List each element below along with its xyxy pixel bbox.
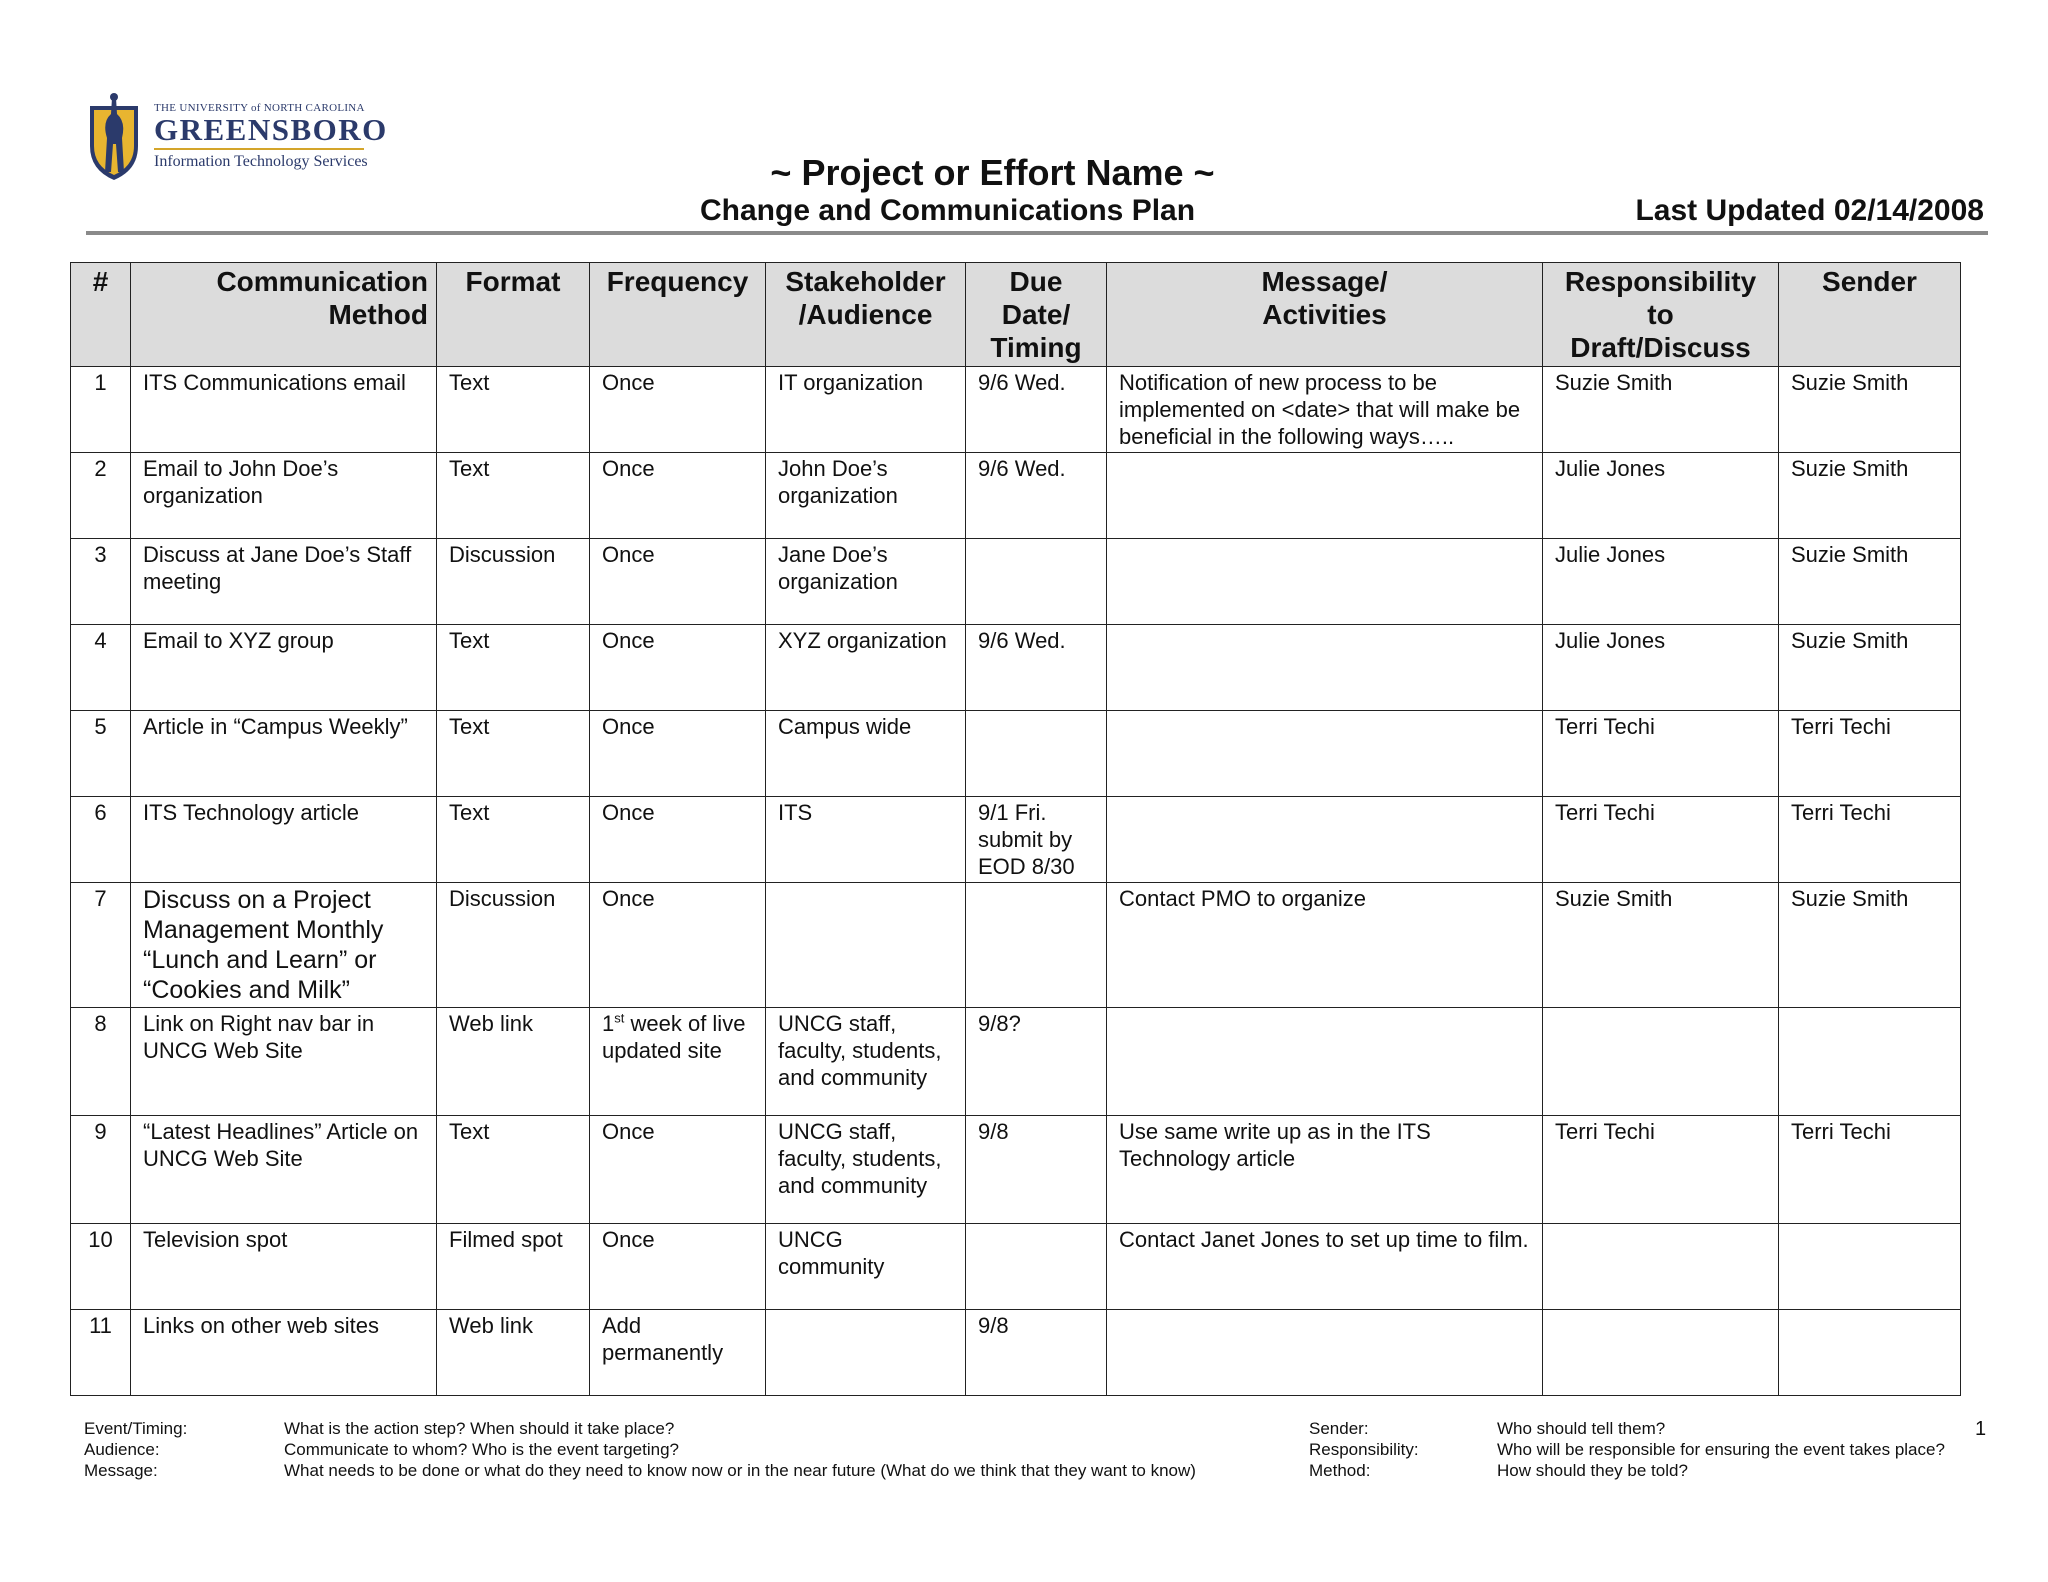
row-due: 9/8 <box>966 1116 1107 1224</box>
row-frequency: Once <box>590 797 766 883</box>
header-responsibility: Responsibility to Draft/Discuss <box>1543 263 1779 367</box>
header-row <box>71 263 1961 367</box>
row-message <box>1107 1008 1543 1116</box>
legend-description: How should they be told? <box>1497 1461 1688 1480</box>
row-number: 6 <box>71 797 131 883</box>
header-rule <box>86 231 1988 235</box>
page-number: 1 <box>1975 1418 1987 1440</box>
row-number: 3 <box>71 539 131 625</box>
row-sender: Suzie Smith <box>1779 367 1961 453</box>
table-row <box>71 797 1961 883</box>
legend-description: What is the action step? When should it take place? <box>284 1419 675 1438</box>
row-frequency: Once <box>590 453 766 539</box>
row-method: “Latest Headlines” Article on UNCG Web Site <box>131 1116 437 1224</box>
row-method: ITS Communications email <box>131 367 437 453</box>
row-due: 9/6 Wed. <box>966 367 1107 453</box>
row-format: Discussion <box>437 539 590 625</box>
table-row <box>71 883 1961 1008</box>
legend-descriptions-left <box>284 1418 1196 1481</box>
row-message: Notification of new process to be implemented on <date> that will make be beneficial in the following ways….. <box>1107 367 1543 453</box>
legend-terms-right <box>1309 1418 1419 1481</box>
table-row <box>71 539 1961 625</box>
row-due <box>966 539 1107 625</box>
row-method: Link on Right nav bar in UNCG Web Site <box>131 1008 437 1116</box>
row-number: 9 <box>71 1116 131 1224</box>
row-stakeholder: Campus wide <box>766 711 966 797</box>
row-stakeholder: UNCG staff, faculty, students, and community <box>766 1116 966 1224</box>
row-format: Web link <box>437 1008 590 1116</box>
last-updated: Last Updated 02/14/2008 <box>1635 194 1984 227</box>
row-stakeholder: ITS <box>766 797 966 883</box>
row-format: Text <box>437 797 590 883</box>
header-stakeholder: Stakeholder /Audience <box>766 263 966 367</box>
row-method: Email to XYZ group <box>131 625 437 711</box>
row-method: Discuss on a Project Management Monthly “Lunch and Learn” or “Cookies and Milk” <box>131 883 437 1008</box>
row-due: 9/6 Wed. <box>966 453 1107 539</box>
logo-department: Information Technology Services <box>154 153 368 170</box>
row-responsibility: Suzie Smith <box>1543 883 1779 1008</box>
row-number: 1 <box>71 367 131 453</box>
row-due: 9/6 Wed. <box>966 625 1107 711</box>
row-message: Use same write up as in the ITS Technology article <box>1107 1116 1543 1224</box>
row-sender: Terri Techi <box>1779 1116 1961 1224</box>
row-sender: Suzie Smith <box>1779 539 1961 625</box>
row-frequency: 1st week of live updated site <box>590 1008 766 1116</box>
legend-term: Event/Timing: <box>84 1419 188 1438</box>
row-responsibility <box>1543 1310 1779 1396</box>
row-number: 8 <box>71 1008 131 1116</box>
row-format: Text <box>437 367 590 453</box>
row-responsibility: Julie Jones <box>1543 625 1779 711</box>
row-message <box>1107 797 1543 883</box>
row-format: Text <box>437 625 590 711</box>
page-subtitle: Change and Communications Plan <box>700 194 1196 227</box>
header-num: # <box>71 263 131 367</box>
row-format: Text <box>437 711 590 797</box>
row-responsibility: Suzie Smith <box>1543 367 1779 453</box>
row-frequency: Once <box>590 539 766 625</box>
header-format: Format <box>437 263 590 367</box>
legend-term: Message: <box>84 1461 158 1480</box>
legend-terms-left <box>84 1418 187 1481</box>
row-due: 9/8? <box>966 1008 1107 1116</box>
row-responsibility: Terri Techi <box>1543 1116 1779 1224</box>
logo-rule <box>154 148 364 150</box>
row-stakeholder <box>766 1310 966 1396</box>
header-method: Communication Method <box>131 263 437 367</box>
table-row <box>71 1116 1961 1224</box>
row-responsibility: Terri Techi <box>1543 797 1779 883</box>
row-responsibility <box>1543 1224 1779 1310</box>
communications-table <box>70 262 1961 1396</box>
page-title: ~ Project or Effort Name ~ <box>770 152 1215 193</box>
row-sender: Suzie Smith <box>1779 453 1961 539</box>
row-message: Contact Janet Jones to set up time to film. <box>1107 1224 1543 1310</box>
row-due: 9/8 <box>966 1310 1107 1396</box>
row-due <box>966 883 1107 1008</box>
row-method: Discuss at Jane Doe’s Staff meeting <box>131 539 437 625</box>
row-method: ITS Technology article <box>131 797 437 883</box>
row-frequency: Add permanently <box>590 1310 766 1396</box>
row-stakeholder: UNCG staff, faculty, students, and community <box>766 1008 966 1116</box>
row-message <box>1107 453 1543 539</box>
row-format: Filmed spot <box>437 1224 590 1310</box>
row-responsibility <box>1543 1008 1779 1116</box>
row-due: 9/1 Fri. submit by EOD 8/30 <box>966 797 1107 883</box>
row-responsibility: Julie Jones <box>1543 539 1779 625</box>
row-sender <box>1779 1008 1961 1116</box>
legend-description: Who should tell them? <box>1497 1419 1666 1438</box>
header-message: Message/ Activities <box>1107 263 1543 367</box>
row-sender: Terri Techi <box>1779 797 1961 883</box>
row-frequency: Once <box>590 711 766 797</box>
row-format: Web link <box>437 1310 590 1396</box>
row-frequency: Once <box>590 883 766 1008</box>
row-number: 4 <box>71 625 131 711</box>
row-frequency: Once <box>590 1224 766 1310</box>
row-method: Article in “Campus Weekly” <box>131 711 437 797</box>
header-frequency: Frequency <box>590 263 766 367</box>
row-sender: Suzie Smith <box>1779 883 1961 1008</box>
row-format: Discussion <box>437 883 590 1008</box>
row-message <box>1107 625 1543 711</box>
row-stakeholder <box>766 883 966 1008</box>
legend-description: Who will be responsible for ensuring the event takes place? <box>1497 1440 1945 1459</box>
row-frequency: Once <box>590 1116 766 1224</box>
row-stakeholder: UNCG community <box>766 1224 966 1310</box>
logo-name: GREENSBORO <box>154 112 388 147</box>
row-message <box>1107 1310 1543 1396</box>
row-number: 10 <box>71 1224 131 1310</box>
table-row <box>71 711 1961 797</box>
row-format: Text <box>437 453 590 539</box>
legend-term: Method: <box>1309 1461 1371 1480</box>
row-message <box>1107 711 1543 797</box>
row-frequency: Once <box>590 625 766 711</box>
row-method: Television spot <box>131 1224 437 1310</box>
table-row <box>71 1224 1961 1310</box>
logo-university: THE UNIVERSITY of NORTH CAROLINA <box>154 102 365 114</box>
row-method: Email to John Doe’s organization <box>131 453 437 539</box>
row-responsibility: Julie Jones <box>1543 453 1779 539</box>
row-stakeholder: John Doe’s organization <box>766 453 966 539</box>
row-number: 11 <box>71 1310 131 1396</box>
legend-description: Communicate to whom? Who is the event targeting? <box>284 1440 679 1459</box>
row-method: Links on other web sites <box>131 1310 437 1396</box>
legend-term: Responsibility: <box>1309 1440 1419 1459</box>
legend-descriptions-right <box>1497 1418 1945 1481</box>
row-format: Text <box>437 1116 590 1224</box>
row-number: 5 <box>71 711 131 797</box>
table-row <box>71 1310 1961 1396</box>
row-responsibility: Terri Techi <box>1543 711 1779 797</box>
table-row <box>71 367 1961 453</box>
row-stakeholder: XYZ organization <box>766 625 966 711</box>
row-sender <box>1779 1224 1961 1310</box>
row-stakeholder: Jane Doe’s organization <box>766 539 966 625</box>
row-number: 2 <box>71 453 131 539</box>
row-stakeholder: IT organization <box>766 367 966 453</box>
row-message <box>1107 539 1543 625</box>
row-number: 7 <box>71 883 131 1008</box>
table-row <box>71 453 1961 539</box>
row-due <box>966 1224 1107 1310</box>
row-due <box>966 711 1107 797</box>
header-due: Due Date/ Timing <box>966 263 1107 367</box>
row-sender <box>1779 1310 1961 1396</box>
row-message: Contact PMO to organize <box>1107 883 1543 1008</box>
row-sender: Terri Techi <box>1779 711 1961 797</box>
table-row <box>71 1008 1961 1116</box>
table-row <box>71 625 1961 711</box>
row-sender: Suzie Smith <box>1779 625 1961 711</box>
legend-term: Sender: <box>1309 1419 1369 1438</box>
legend-term: Audience: <box>84 1440 160 1459</box>
row-frequency: Once <box>590 367 766 453</box>
legend-description: What needs to be done or what do they need to know now or in the near future (What do we think that they want to know) <box>284 1461 1196 1480</box>
header-sender: Sender <box>1779 263 1961 367</box>
